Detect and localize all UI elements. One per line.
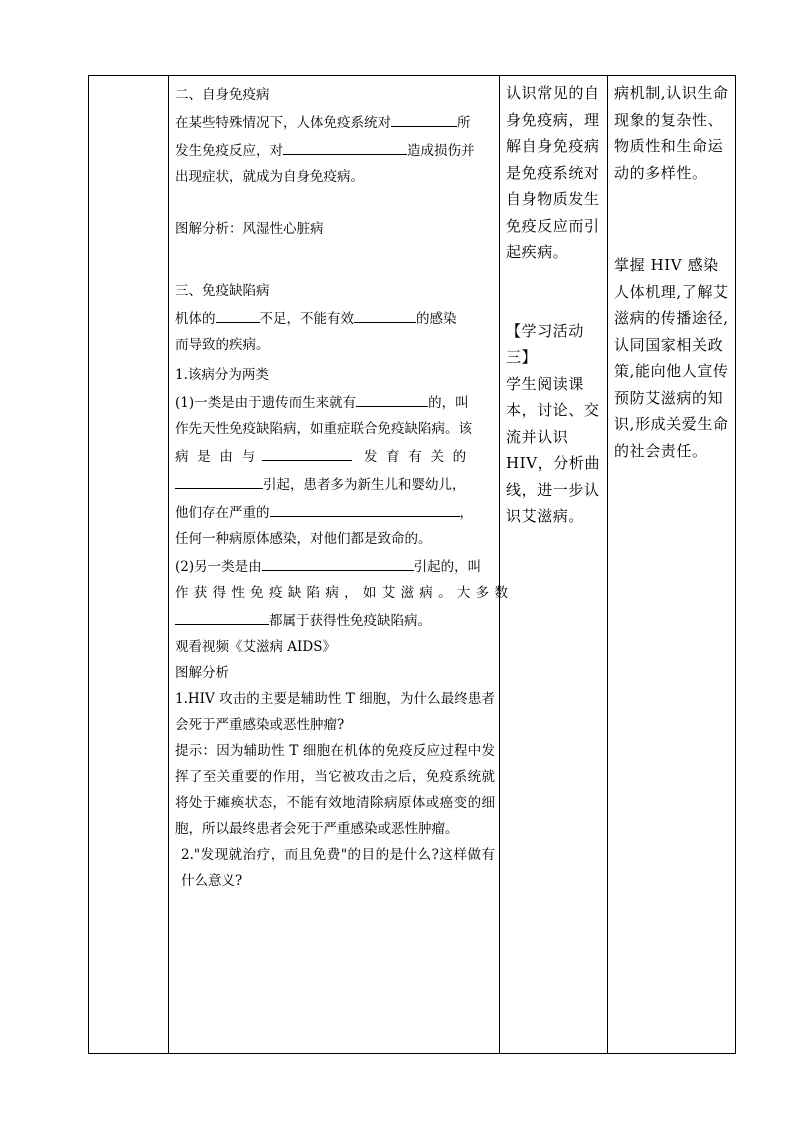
section-2-definition: 在某些特殊情况下，人体免疫系统对 所 bbox=[175, 108, 495, 136]
question-2: 2."发现就治疗，而且免费"的目的是什么?这样做有什么意义? bbox=[181, 847, 495, 889]
fill-blank[interactable] bbox=[270, 498, 460, 517]
design-intent-cell bbox=[500, 76, 608, 1054]
lesson-plan-table bbox=[88, 75, 736, 1054]
table-row bbox=[89, 76, 736, 1054]
diagram-analysis-rheumatic: 图解分析：风湿性心脏病 bbox=[175, 221, 324, 237]
question-1: 1.HIV 攻击的主要是辅助性 T 细胞，为什么最终患者会死于严重感染或恶性肿瘤? bbox=[175, 691, 495, 733]
fill-blank[interactable] bbox=[354, 304, 416, 323]
fill-blank[interactable] bbox=[283, 136, 407, 155]
content-cell: 二、自身免疫病 在某些特殊情况下，人体免疫系统对 所 发生免疫反应，对 造成损伤并 出现症状，就成为自身免疫病。 图解分析：风湿性心脏病 三、免疫缺陷病 机体的 不足，不能有效 的感染 而导致的疾病。 1.该病分为两类 (1)一类是由于遗传而生来就有 的，叫 作先天性免疫缺陷病，如重症联合免疫缺陷病。该 病 是 由 与 发 育 有 关 的 引起，患者多为新生儿和婴幼儿， 他们存在严重的 ， 任何一种病原体感染，对他们都是致命的。 (2)另一类是由 引起的，叫 作 获 得 性 免 疫 缺 陷 病 ， 如 艾 滋 病 。 大 多 数 都属于获得性免疫缺陷病。 观看视频《艾滋病 AIDS》 图解分析 1.HIV 攻击的主要是辅助性 T 细胞，为什么最终患者会死于严重感染或恶性肿瘤? 提示：因为辅助性 T 细胞在机体的免疫反应过程中发挥了至关重要的作用，当它被攻击之后，免疫系统就将处于瘫痪状态，不能有效地清除病原体或癌变的细胞，所以最终患者会死于严重感染或恶性肿瘤。 2."发现就治疗，而且免费"的目的是什么?这样做有什么意义? bbox=[169, 76, 500, 1054]
literacy-goal-2: 掌握 HIV 感染人体机理,了解艾滋病的传播途径,认同国家相关政策,能向他人宣传预防艾滋病的知识,形成关爱生命的社会责任。 bbox=[614, 256, 729, 460]
section-3-title: 三、免疫缺陷病 bbox=[175, 283, 270, 299]
video-note: 观看视频《艾滋病 AIDS》 bbox=[175, 639, 336, 655]
hint-text: 提示：因为辅助性 T 细胞在机体的免疫反应过程中发挥了至关重要的作用，当它被攻击之后，免疫系统就将处于瘫痪状态，不能有效地清除病原体或癌变的细胞，所以最终患者会死于严重感染或恶性肿瘤。 bbox=[175, 743, 495, 837]
design-intent-text: 认识常见的自身免疫病，理解自身免疫病是免疫系统对自身物质发生免疫反应而引起疾病。 bbox=[506, 84, 600, 261]
diagram-analysis: 图解分析 bbox=[175, 665, 229, 681]
learning-activity-text: 学生阅读课本，讨论、交流并认识 HIV，分析曲线，进一步认识艾滋病。 bbox=[506, 374, 601, 525]
fill-blank[interactable] bbox=[356, 388, 428, 407]
learning-activity-title: 【学习活动三】 bbox=[506, 321, 585, 366]
literacy-goal-cell bbox=[608, 76, 736, 1054]
fill-blank[interactable] bbox=[216, 304, 260, 323]
fill-blank[interactable] bbox=[175, 470, 263, 489]
literacy-goal-1: 病机制,认识生命现象的复杂性、物质性和生命运动的多样性。 bbox=[614, 84, 729, 182]
section-2-title: 二、自身免疫病 bbox=[175, 87, 270, 103]
empty-cell bbox=[89, 76, 169, 1054]
fill-blank[interactable] bbox=[391, 108, 457, 127]
fill-blank[interactable] bbox=[262, 552, 414, 571]
fill-blank[interactable] bbox=[175, 606, 269, 625]
types-title: 1.该病分为两类 bbox=[175, 367, 269, 383]
fill-blank[interactable] bbox=[262, 442, 352, 461]
